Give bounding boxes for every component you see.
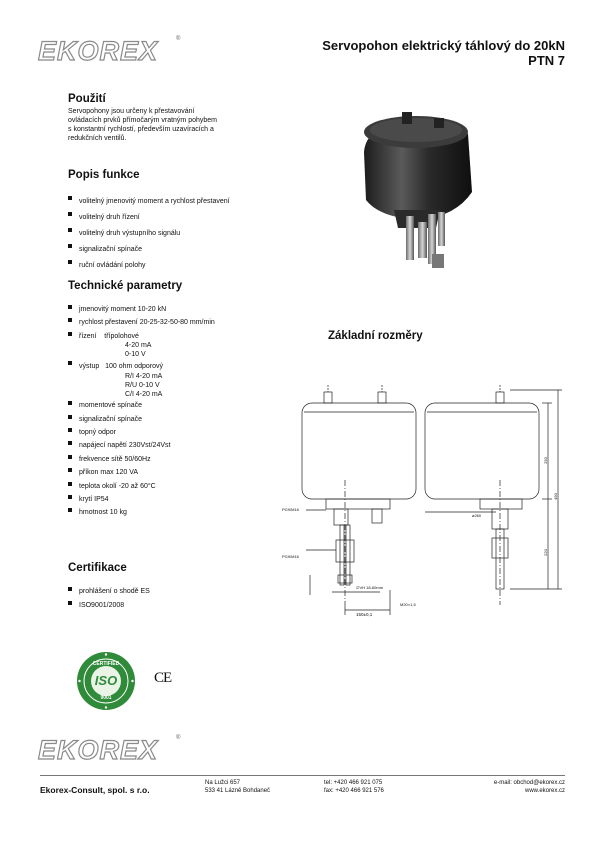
control-sub: 0-10 V [125, 351, 146, 359]
iso-badge-num: 9001 [100, 695, 112, 701]
list-item [68, 330, 308, 360]
list-item: volitelný druh výstupního signálu [68, 226, 308, 242]
iso-certified-badge [76, 651, 136, 711]
list-item: topný odpor [68, 426, 308, 439]
title-line-2: PTN 7 [528, 53, 565, 68]
list-item: volitelný druh řízení [68, 210, 308, 226]
iso-badge-top: CERTIFIED [92, 661, 120, 667]
footer-logo [38, 735, 181, 766]
control-label: řízení třípolohové [79, 332, 139, 340]
list-item: hmotnost 10 kg [68, 506, 308, 519]
usage-line: s konstantní rychlostí, především uzavíracích a [68, 126, 214, 133]
output-label: výstup 100 ohm odporový [79, 363, 164, 371]
footer-contacts [494, 779, 565, 795]
usage-heading: Použití [68, 93, 106, 105]
title-line-1: Servopohon elektrický táhlový do 20kN [322, 38, 565, 53]
list-item: příkon max 120 VA [68, 466, 308, 479]
list-item: ruční ovládání polohy [68, 258, 308, 274]
label-220: 220 [542, 549, 548, 556]
tech-list [68, 303, 308, 520]
phone-line: tel: +420 466 921 075 [324, 780, 383, 786]
label-250: 250 [542, 457, 548, 464]
list-item: signalizační spínače [68, 242, 308, 258]
iso-badge-mid: ISO [94, 673, 118, 688]
registered-mark: ® [176, 36, 181, 42]
label-hole: ∅VH 18-60mm [356, 585, 384, 590]
logo-text: EKOREX [38, 36, 159, 66]
footer-divider [40, 775, 565, 776]
address-line: Na Lužci 657 [205, 780, 241, 786]
label-pg-bottom: PG9/M16 [282, 554, 299, 559]
footer-logo-text: EKOREX [38, 735, 159, 765]
control-sub: 4-20 mA [125, 342, 152, 350]
usage-line: Servopohony jsou určeny k přestavování [68, 108, 195, 115]
dimension-drawing [280, 380, 580, 625]
fax-line: fax: +420 466 921 576 [324, 788, 384, 794]
list-item: jmenovitý moment 10-20 kN [68, 303, 308, 316]
list-item: signalizační spínače [68, 413, 308, 426]
list-item: momentové spínače [68, 399, 308, 412]
label-pg-top: PG9/M16 [282, 507, 299, 512]
list-item: rychlost přestavení 20-25-32-50-80 mm/min [68, 316, 308, 329]
label-m20: M20×1,5 [400, 602, 416, 607]
label-diameter: ø260 [472, 513, 482, 518]
label-150: 150±0,1 [356, 612, 373, 617]
dimensions-heading: Základní rozměry [328, 330, 423, 342]
header-logo [38, 36, 181, 67]
list-item: krytí IP54 [68, 493, 308, 506]
list-item [68, 359, 308, 399]
output-sub: R/I 4-20 mA [125, 372, 163, 380]
address-line: 533 41 Lázně Bohdaneč [205, 788, 271, 794]
label-490: 490 [552, 493, 558, 500]
registered-mark: ® [176, 735, 181, 741]
list-item: teplota okolí -20 až 60°C [68, 480, 308, 493]
usage-line: redukčních ventilů. [68, 135, 127, 142]
product-photo [336, 104, 496, 274]
list-item: ISO9001/2008 [68, 599, 268, 613]
page-title [322, 38, 565, 68]
web-link[interactable]: www.ekorex.cz [524, 788, 565, 794]
email-link[interactable]: e-mail: obchod@ekorex.cz [493, 780, 565, 786]
footer-phones [324, 779, 384, 795]
list-item: napájecí napětí 230Vst/24Vst [68, 439, 308, 452]
list-item: prohlášení o shodě ES [68, 585, 268, 599]
functions-list [68, 194, 308, 274]
footer-address [205, 779, 270, 795]
usage-line: ovládacích prvků přímočarým vratným pohybem [68, 117, 217, 124]
output-sub: C/I 4-20 mA [125, 391, 163, 399]
tech-heading: Technické parametry [68, 280, 183, 292]
usage-text [68, 107, 298, 143]
list-item: volitelný jmenovitý moment a rychlost přestavení [68, 194, 308, 210]
list-item: frekvence sítě 50/60Hz [68, 453, 308, 466]
output-sub: R/U 0-10 V [125, 381, 160, 389]
certs-heading: Certifikace [68, 562, 127, 574]
certs-list [68, 585, 268, 613]
company-name: Ekorex-Consult, spol. s r.o. [40, 785, 150, 795]
functions-heading: Popis funkce [68, 169, 140, 181]
ce-mark: CE [154, 670, 172, 686]
